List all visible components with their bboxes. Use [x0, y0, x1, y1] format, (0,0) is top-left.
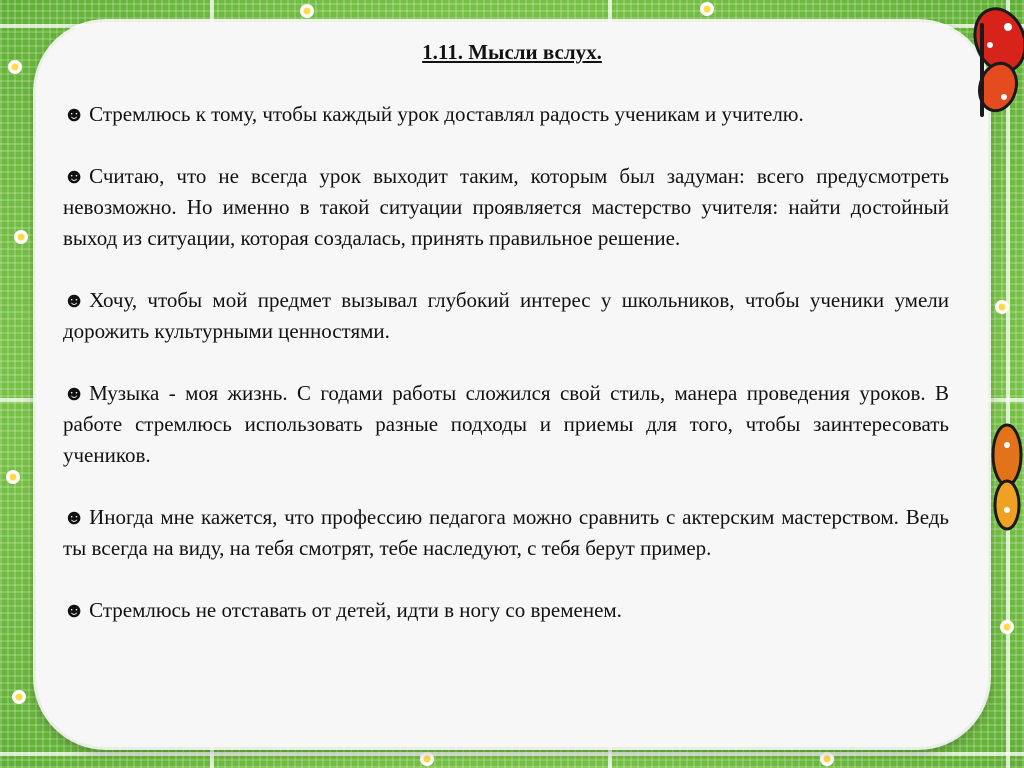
background-seam — [0, 752, 1024, 756]
paragraph — [63, 285, 949, 347]
flower-icon — [12, 690, 26, 704]
paragraph — [63, 502, 949, 564]
flower-icon — [6, 470, 20, 484]
flower-icon — [300, 4, 314, 18]
smiley-bullet-icon: ☻ — [63, 164, 86, 188]
slide-title: 1.11. Мысли вслух. — [422, 40, 602, 64]
butterfly-icon — [960, 5, 1024, 125]
flower-icon — [1000, 620, 1014, 634]
flower-icon — [820, 752, 834, 766]
butterfly-icon — [985, 420, 1024, 540]
paragraph-text: Хочу, чтобы мой предмет вызывал глубокий интерес у школьников, чтобы ученики умели дорожить культурными ценностями. — [63, 288, 949, 343]
paragraph — [63, 161, 949, 254]
flower-icon — [995, 300, 1009, 314]
smiley-bullet-icon: ☻ — [63, 598, 86, 622]
smiley-bullet-icon: ☻ — [63, 288, 86, 312]
paragraph-text: Считаю, что не всегда урок выходит таким, которым был задуман: всего предусмотреть невозможно. Но именно в такой ситуации проявляется мастерство учителя: найти достойный выход из ситуации, которая создалась, принять правильное решение. — [63, 164, 949, 250]
paragraph — [63, 595, 949, 626]
paragraph-text: Стремлюсь к тому, чтобы каждый урок доставлял радость ученикам и учителю. — [89, 102, 804, 126]
paragraph-text: Стремлюсь не отставать от детей, идти в ногу со временем. — [89, 598, 622, 622]
paragraph-text: Музыка - моя жизнь. С годами работы сложился свой стиль, манера проведения уроков. В работе стремлюсь использовать разные подходы и приемы для того, чтобы заинтересовать учеников. — [63, 381, 949, 467]
paragraph — [63, 99, 949, 130]
smiley-bullet-icon: ☻ — [63, 381, 86, 405]
paragraph-text: Иногда мне кажется, что профессию педагога можно сравнить с актерским мастерством. Ведь ты всегда на виду, на тебя смотрят, тебе наследуют, с тебя берут пример. — [63, 505, 949, 560]
paragraph — [63, 378, 949, 471]
flower-icon — [14, 230, 28, 244]
smiley-bullet-icon: ☻ — [63, 102, 86, 126]
slide-content — [63, 99, 949, 657]
smiley-bullet-icon: ☻ — [63, 505, 86, 529]
flower-icon — [700, 2, 714, 16]
flower-icon — [420, 752, 434, 766]
